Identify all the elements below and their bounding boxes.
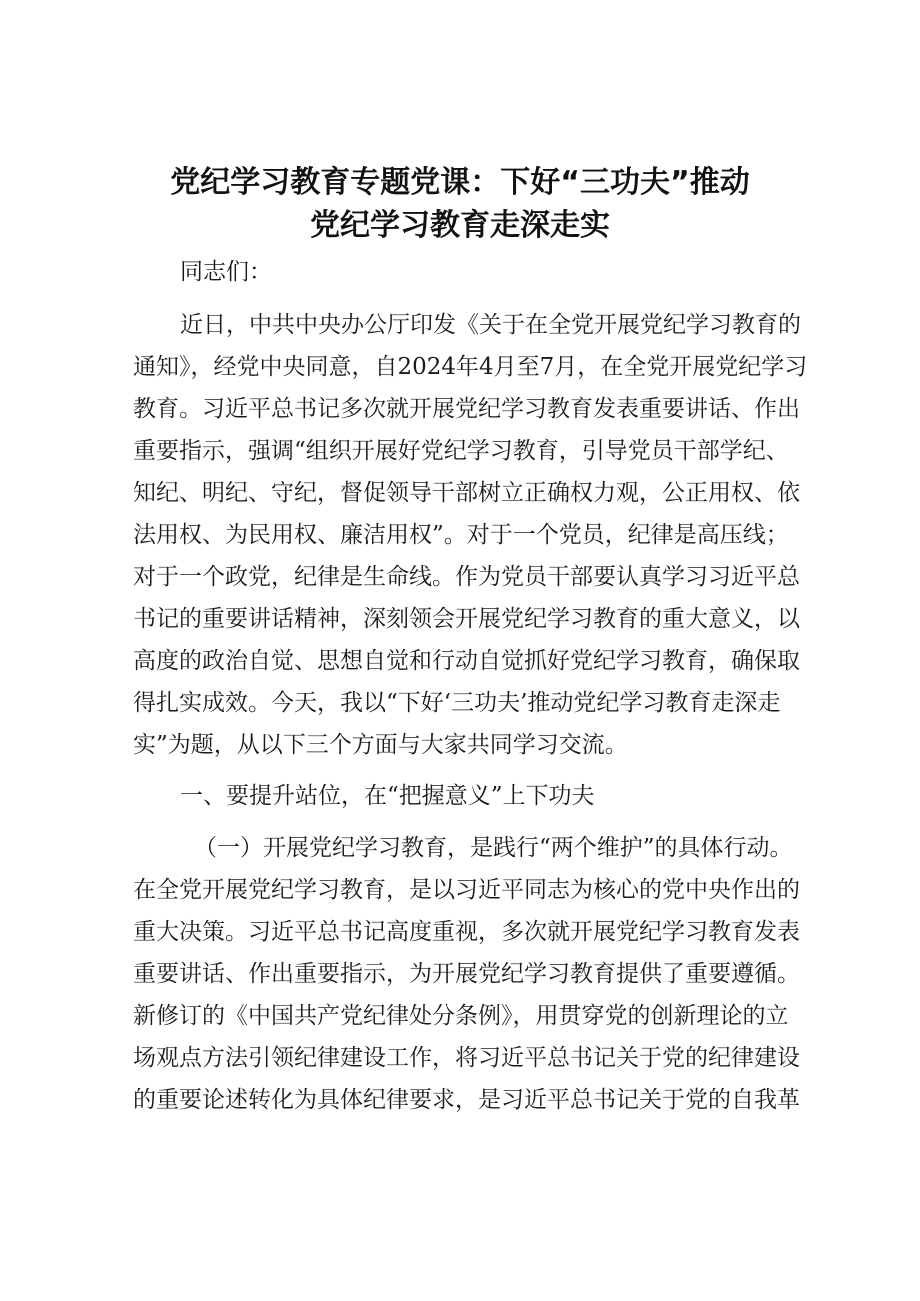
body-line: 教育。习近平总书记多次就开展党纪学习教育发表重要讲话、作出: [133, 396, 800, 422]
body-line: 高度的政治自觉、思想自觉和行动自觉抓好党纪学习教育，确保取: [133, 648, 800, 674]
subsection-line: 重大决策。习近平总书记高度重视，多次就开展党纪学习教育发表: [133, 919, 800, 945]
document-title-line-2: 党纪学习教育走深走实: [310, 208, 610, 243]
subsection-line: 在全党开展党纪学习教育，是以习近平同志为核心的党中央作出的: [133, 877, 800, 903]
body-line: 近日，中共中央办公厅印发《关于在全党开展党纪学习教育的: [180, 312, 801, 338]
body-line: 通知》，经党中央同意，自2024年4月至7月，在全党开展党纪学习: [133, 354, 808, 380]
section-heading: 一、要提升站位，在“把握意义”上下功夫: [180, 783, 595, 809]
subsection-line: 重要讲话、作出重要指示，为开展党纪学习教育提供了重要遵循。: [133, 961, 800, 987]
document-title-line-1: 党纪学习教育专题党课：下好“三功夫”推动: [170, 165, 750, 200]
subsection-line: （一）开展党纪学习教育，是践行“两个维护”的具体行动。: [194, 835, 793, 861]
subsection-line: 场观点方法引领纪律建设工作，将习近平总书记关于党的纪律建设: [133, 1045, 800, 1071]
body-line: 法用权、为民用权、廉洁用权”。对于一个党员，纪律是高压线；: [133, 522, 789, 548]
salutation: 同志们：: [180, 259, 272, 285]
body-line: 得扎实成效。今天，我以“下好‘三功夫’推动党纪学习教育走深走: [133, 690, 781, 716]
body-line: 实”为题，从以下三个方面与大家共同学习交流。: [133, 732, 628, 758]
body-line: 重要指示，强调“组织开展好党纪学习教育，引导党员干部学纪、: [133, 438, 789, 464]
subsection-line: 新修订的《中国共产党纪律处分条例》，用贯穿党的创新理论的立: [133, 1003, 789, 1029]
body-line: 知纪、明纪、守纪，督促领导干部树立正确权力观，公正用权、依: [133, 480, 800, 506]
body-line: 书记的重要讲话精神，深刻领会开展党纪学习教育的重大意义，以: [133, 606, 800, 632]
subsection-line: 的重要论述转化为具体纪律要求，是习近平总书记关于党的自我革: [133, 1087, 800, 1113]
body-line: 对于一个政党，纪律是生命线。作为党员干部要认真学习习近平总: [133, 564, 800, 590]
